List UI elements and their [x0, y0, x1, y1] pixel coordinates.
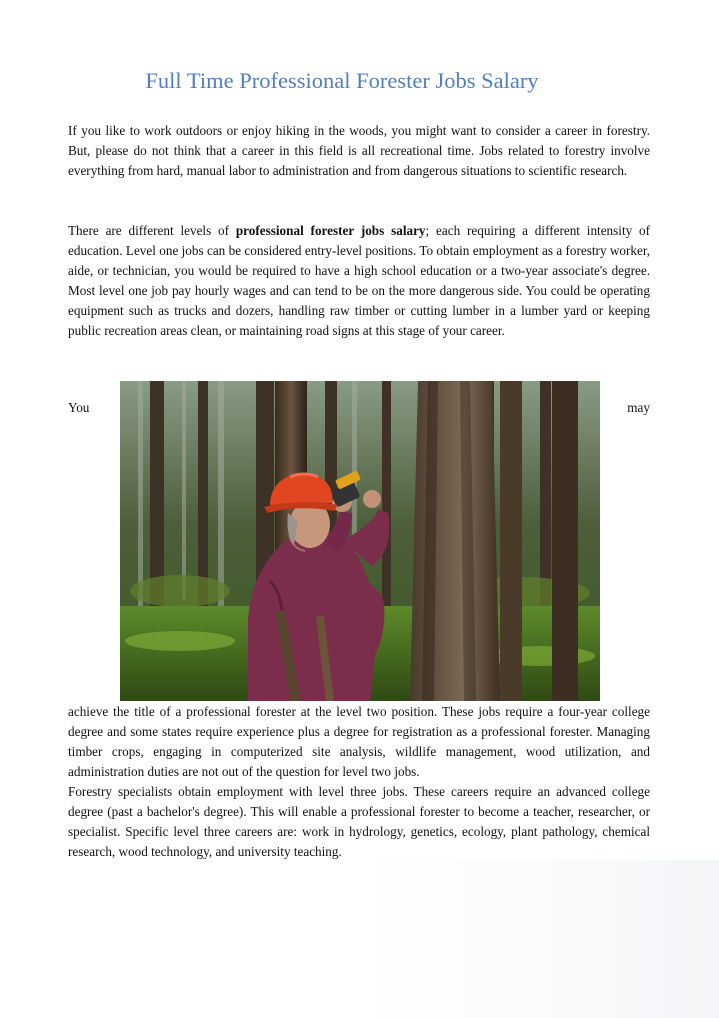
page-title: Full Time Professional Forester Jobs Salary [145, 68, 539, 93]
paragraph-levels-after: ; each requiring a different intensity of education. Level one jobs can be considered entry-level positions. To obtain employment as a forestry worker, aide, or technician, you would be required to have a high school education or a two-year associate's degree. Most level one job pay hourly wages and can tend to be on the more dangerous side. You could be operating equipment such as trucks and dozers, handling raw timber or cutting lumber in a lumber yard or keeping public recreation areas clean, or maintaining road signs at this stage of your career. [68, 223, 651, 338]
forest-illustration [120, 381, 600, 701]
page-shade [359, 860, 719, 1018]
lead-word-right: may [627, 400, 650, 415]
lead-word-left: You [68, 400, 90, 415]
paragraph-level-two: achieve the title of a professional forester at the level two position. These jobs require a four-year college degree and some states require experience plus a degree for registration as a professional forester. Managing timber crops, engaging in computerized site analysis, wildlife management, wood utilization, and administration duties are not out of the question for level two jobs. [68, 704, 650, 779]
forester-photo [120, 381, 600, 701]
paragraph-levels-before: There are different levels of [68, 223, 236, 238]
keyword-bold: professional forester jobs salary [235, 223, 426, 238]
paragraph-levels [68, 221, 650, 341]
paragraph-level-three: Forestry specialists obtain employment with level three jobs. These careers require an advanced college degree (past a bachelor's degree). This will enable a professional forester to become a teacher, researcher, or specialist. Specific level three careers are: work in hydrology, genetics, ecology, plant pathology, chemical research, wood technology, and university teaching. [68, 784, 650, 859]
paragraph-intro: If you like to work outdoors or enjoy hiking in the woods, you might want to consider a career in forestry. But, please do not think that a career in this field is all recreational time. Jobs related to forestry involve everything from hard, manual labor to administration and from dangerous situations to scientific research. [68, 123, 650, 178]
